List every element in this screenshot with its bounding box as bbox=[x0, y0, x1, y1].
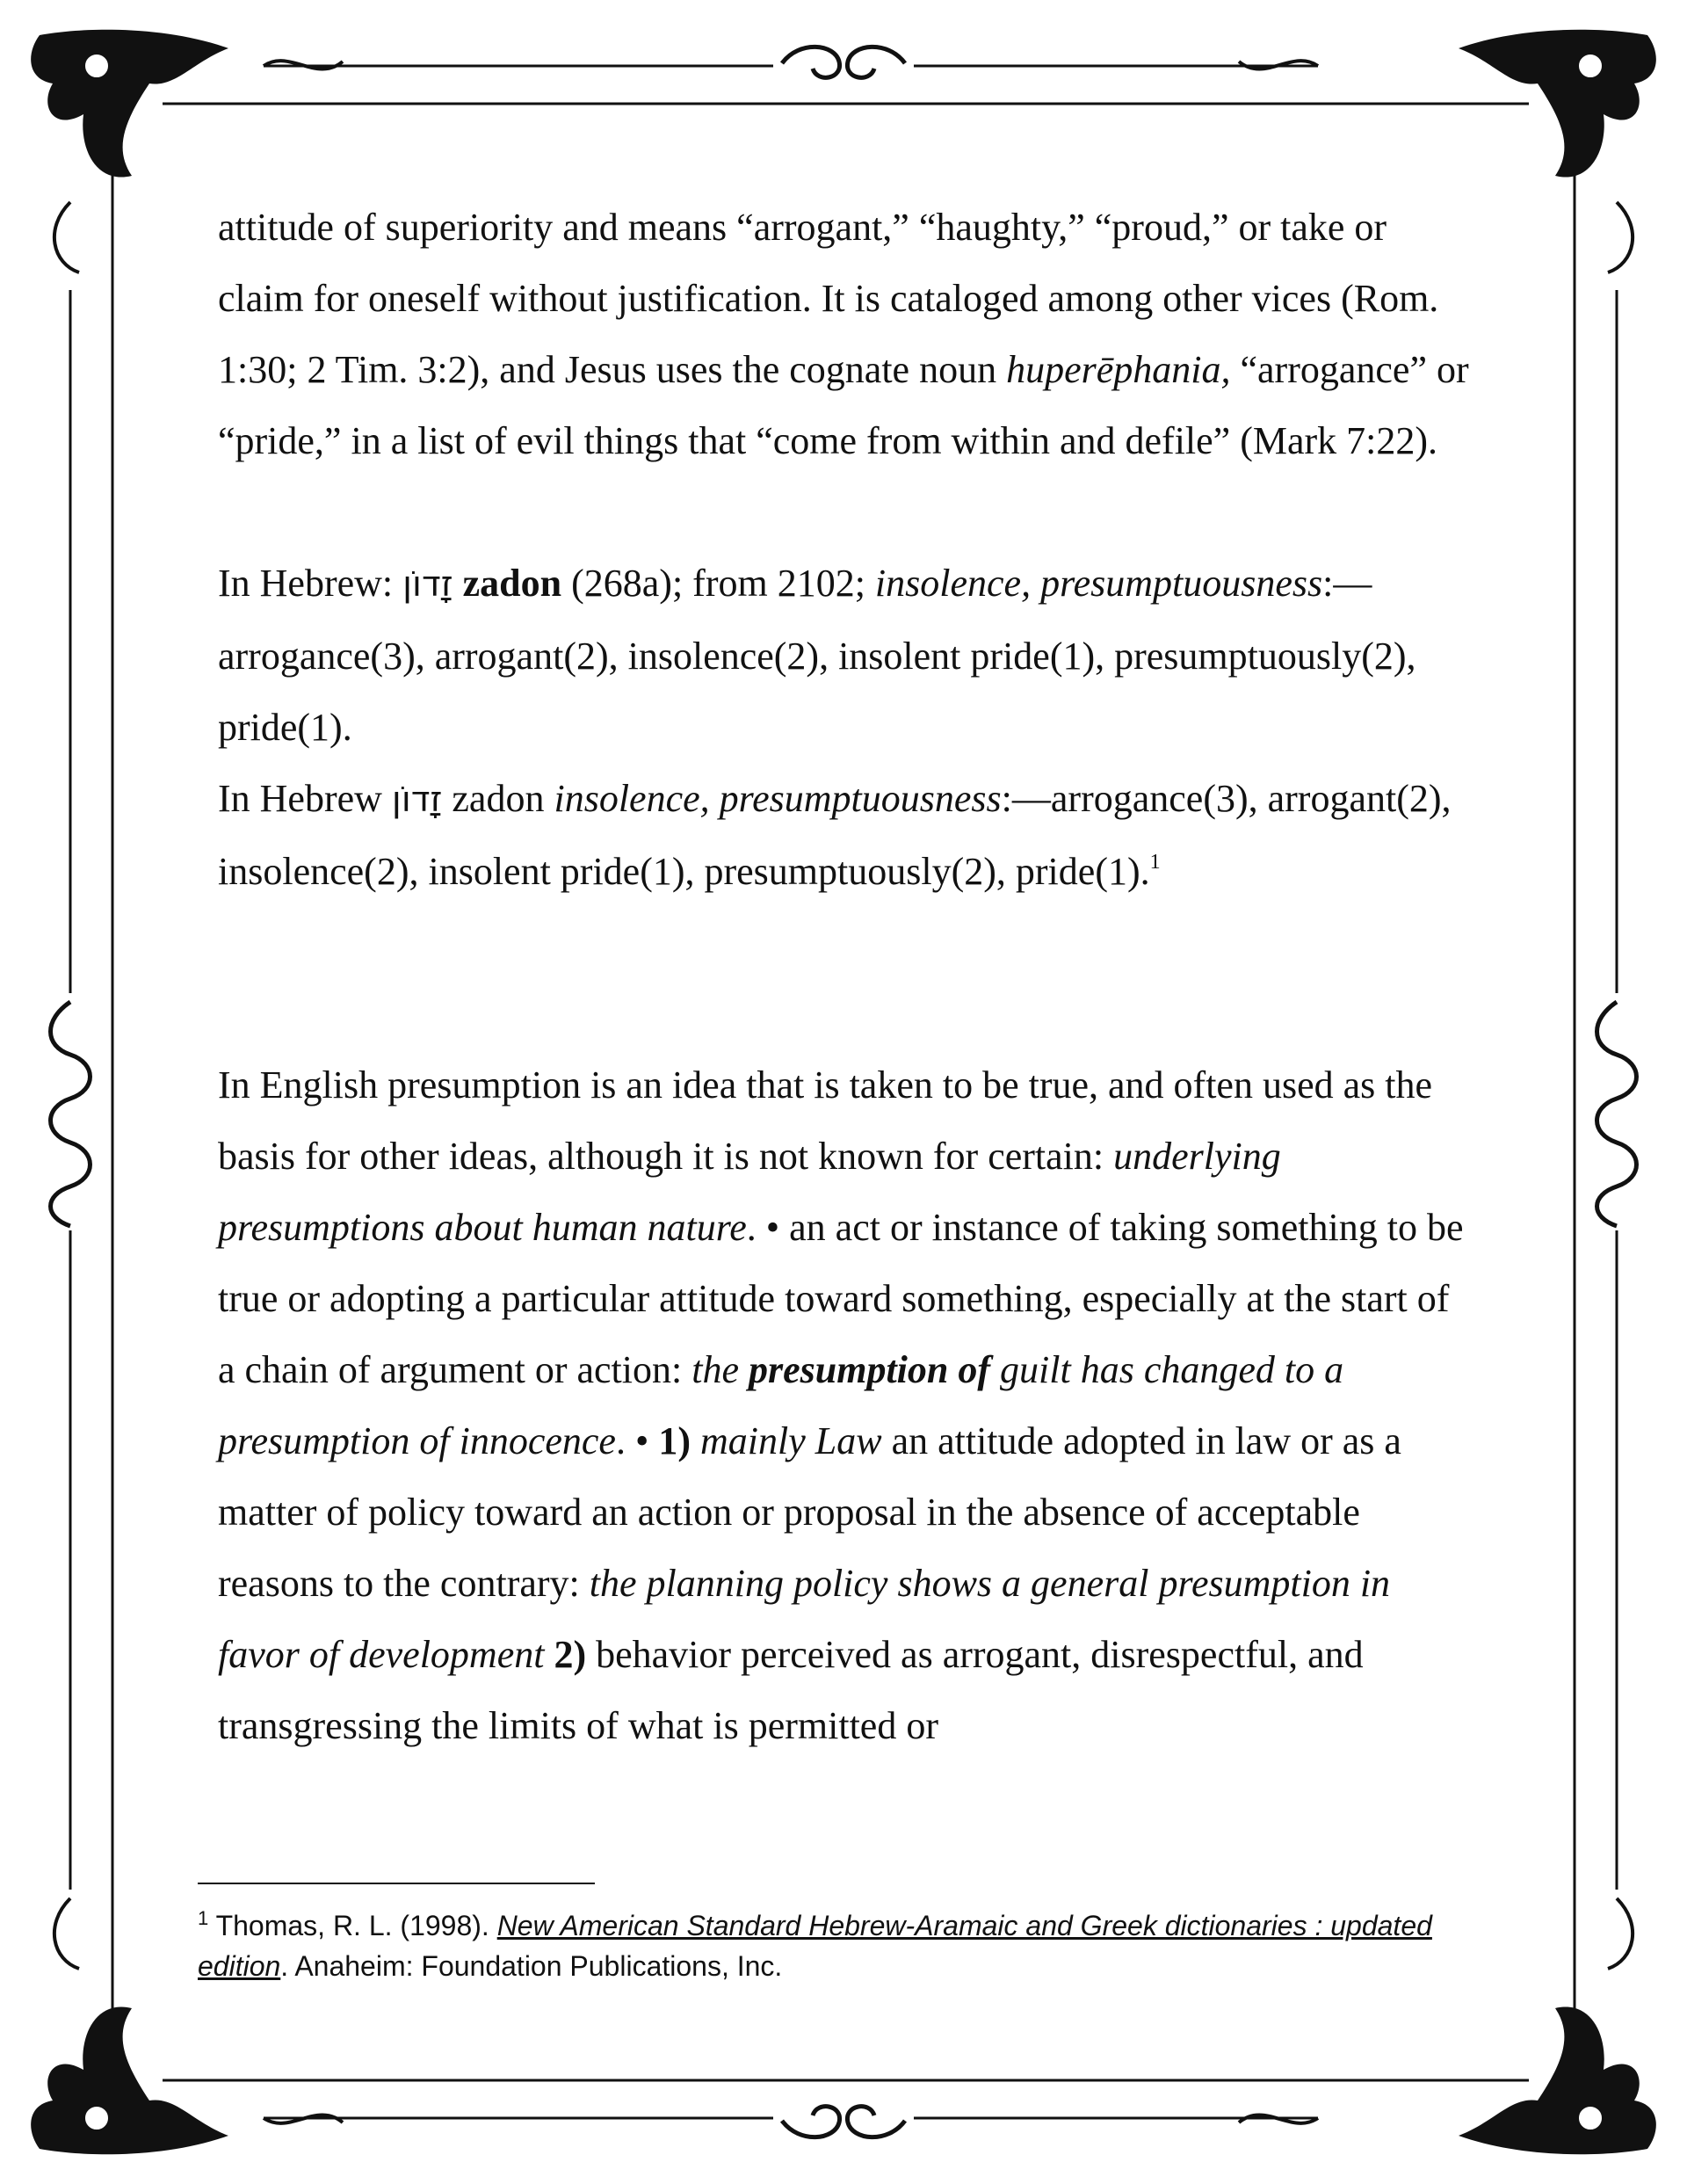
paragraph-hebrew-entry-repeat: In Hebrew זָדוֹן zadon insolence, presumptuousness:—arrogance(3), arrogant(2), insolence(2), insolent pride(1), presumptuously(2), pride(1).$^1$ bbox=[218, 777, 1452, 893]
hebrew-word: זָדוֹן bbox=[391, 780, 443, 820]
paragraph-pride-definition: attitude of superiority and means “arrogant,” “haughty,” “proud,” or take or claim for oneself without justification. It is cataloged among other vices (Rom. 1:30; 2 Tim. 3:2), and Jesus uses the cognate noun huperēphania, “arrogance” or “pride,” in a list of evil things that “come from within and defile” (Mark 7:22). bbox=[218, 206, 1469, 462]
footnote: $^1$ Thomas, R. L. (1998). New American Standard Hebrew-Aramaic and Greek dictionaries : updated edition. Anaheim: Foundation Publications, Inc. bbox=[198, 1907, 1432, 1982]
footnote-separator bbox=[198, 1883, 595, 1884]
footnote-book-title: New American Standard Hebrew-Aramaic and Greek dictionaries : updated edition bbox=[198, 1910, 1432, 1982]
footnote-number: 1 bbox=[198, 1907, 209, 1929]
paragraph-hebrew-entry: In Hebrew: זָדוֹן zadon (268a); from 2102; insolence, presumptuousness:—arrogance(3), arrogant(2), insolence(2), insolent pride(1), presumptuously(2), pride(1). bbox=[218, 562, 1416, 749]
footnote-reference[interactable]: 1 bbox=[1149, 851, 1161, 874]
hebrew-word: זָדוֹן bbox=[402, 564, 453, 605]
body-text bbox=[218, 192, 1474, 1761]
paragraph-english-presumption: In English presumption is an idea that is taken to be true, and often used as the basis for other ideas, although it is not known for certain: underlying presumptions about human nature. • an act or instance of taking something to be true or adopting a particular attitude toward something, especially at the start of a chain of argument or action: the presumption of guilt has changed to a presumption of innocence. • 1) mainly Law an attitude adopted in law or as a matter of policy toward an action or proposal in the absence of acceptable reasons to the contrary: the planning policy shows a general presumption in favor of development 2) behavior perceived as arrogant, disrespectful, and transgressing the limits of what is permitted or bbox=[218, 1063, 1464, 1747]
